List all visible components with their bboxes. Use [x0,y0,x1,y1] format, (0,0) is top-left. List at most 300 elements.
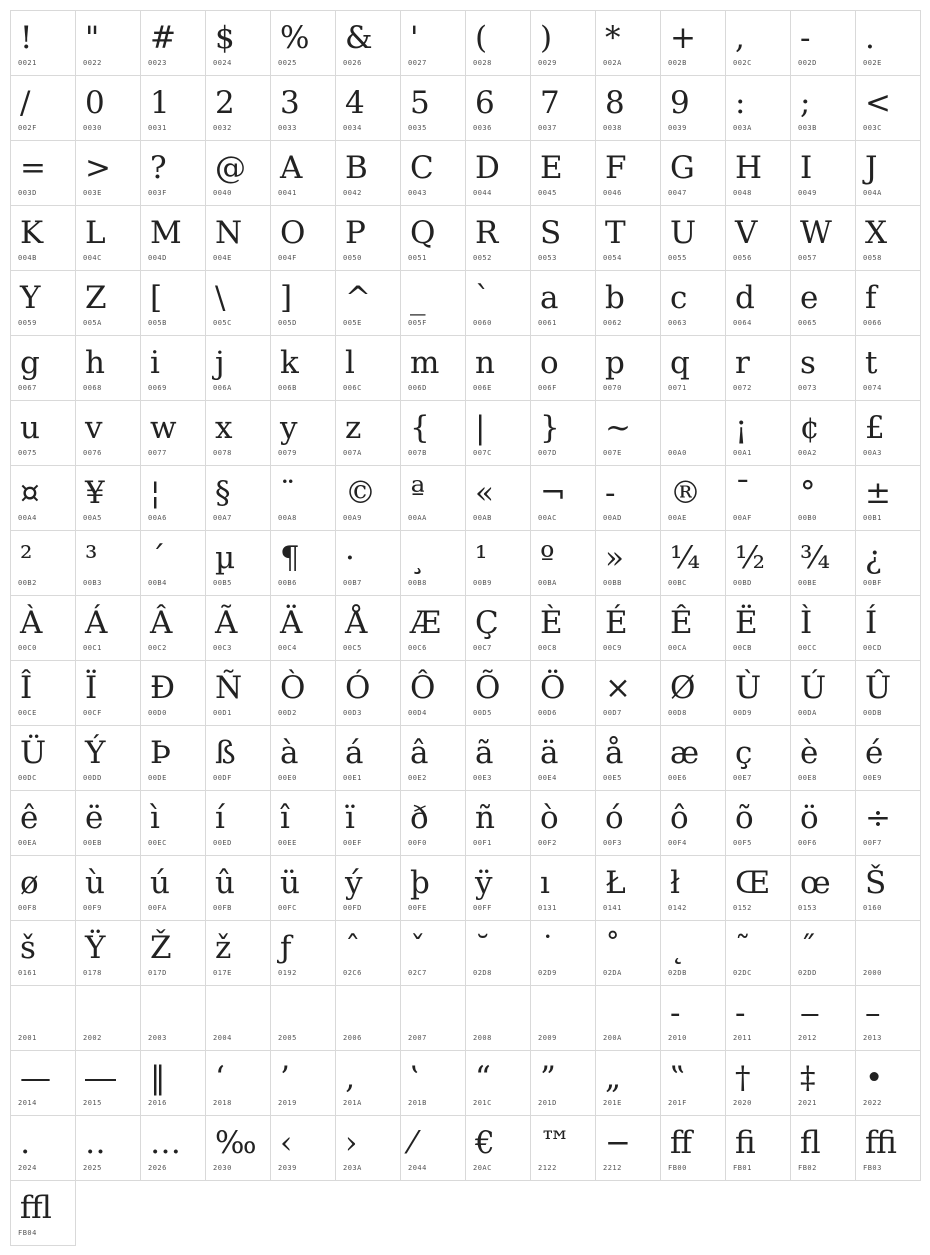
glyph-codepoint: 00E8 [798,774,817,782]
glyph-cell [335,75,401,141]
glyph-character: î [280,800,290,836]
glyph-codepoint: 0039 [668,124,687,132]
glyph-codepoint: 00F6 [798,839,817,847]
glyph-codepoint: 0047 [668,189,687,197]
glyph-character: ! [20,20,33,56]
glyph-character: H [735,150,763,186]
glyph-cell [530,1050,596,1116]
glyph-character: â [410,735,429,771]
glyph-codepoint: 00D2 [278,709,297,717]
glyph-cell [465,985,531,1051]
glyph-character: š [20,930,36,966]
glyph-cell [595,75,661,141]
glyph-codepoint: 00CB [733,644,752,652]
glyph-codepoint: 007B [408,449,427,457]
glyph-cell [75,985,141,1051]
glyph-cell [595,855,661,921]
glyph-codepoint: 0065 [798,319,817,327]
glyph-codepoint: 002A [603,59,622,67]
glyph-cell [725,595,791,661]
glyph-codepoint: 00D6 [538,709,557,717]
glyph-cell [465,855,531,921]
glyph-codepoint: 00FA [148,904,167,912]
glyph-codepoint: 0021 [18,59,37,67]
glyph-cell [270,725,336,791]
glyph-codepoint: 00B3 [83,579,102,587]
glyph-codepoint: 00CA [668,644,687,652]
glyph-codepoint: 004F [278,254,297,262]
glyph-cell [270,985,336,1051]
glyph-character: I [800,150,813,186]
glyph-character: # [150,20,176,56]
glyph-character: ’ [280,1060,290,1096]
glyph-codepoint: 2020 [733,1099,752,1107]
glyph-cell [595,985,661,1051]
glyph-character: y [280,410,298,446]
glyph-cell [725,1115,791,1181]
glyph-codepoint: 00AC [538,514,557,522]
glyph-cell [855,595,921,661]
glyph-codepoint: 201A [343,1099,362,1107]
glyph-codepoint: 006B [278,384,297,392]
glyph-cell [270,790,336,856]
glyph-codepoint: 0029 [538,59,557,67]
glyph-cell [790,75,856,141]
glyph-cell [660,660,726,726]
glyph-cell [10,10,76,76]
glyph-cell [10,530,76,596]
glyph-codepoint: 00E9 [863,774,882,782]
glyph-codepoint: 00C8 [538,644,557,652]
glyph-character: 0 [85,85,105,121]
glyph-codepoint: 003E [83,189,102,197]
glyph-cell [725,855,791,921]
glyph-cell [465,530,531,596]
glyph-cell [465,790,531,856]
glyph-character: ¿ [865,540,882,576]
glyph-character: R [475,215,499,251]
glyph-cell [75,595,141,661]
glyph-cell [855,75,921,141]
glyph-cell [270,140,336,206]
glyph-cell [465,660,531,726]
glyph-codepoint: 0072 [733,384,752,392]
glyph-character: ¼ [670,540,701,576]
glyph-character: g [20,345,40,381]
glyph-character: £ [865,410,885,446]
glyph-cell [790,920,856,986]
glyph-codepoint: 02C7 [408,969,427,977]
glyph-cell [205,920,271,986]
glyph-character: Ù [735,670,762,706]
glyph-codepoint: 00A5 [83,514,102,522]
glyph-codepoint: 0142 [668,904,687,912]
glyph-cell [10,205,76,271]
glyph-character: È [540,605,563,641]
glyph-character: ^ [345,280,371,316]
glyph-codepoint: 00FF [473,904,492,912]
glyph-codepoint: 00C2 [148,644,167,652]
glyph-cell [595,10,661,76]
glyph-cell [205,595,271,661]
glyph-cell [335,1115,401,1181]
glyph-character: ¯ [735,475,751,511]
glyph-cell [140,790,206,856]
glyph-cell [530,920,596,986]
glyph-character: ô [670,800,689,836]
glyph-character: Æ [410,605,442,641]
glyph-cell [400,10,466,76]
glyph-character: T [605,215,626,251]
glyph-cell [140,920,206,986]
glyph-cell [790,855,856,921]
glyph-character: L [85,215,106,251]
glyph-character: Â [150,605,173,641]
glyph-cell [660,790,726,856]
glyph-cell [75,1115,141,1181]
glyph-cell [530,205,596,271]
glyph-character: õ [735,800,754,836]
glyph-cell [465,140,531,206]
glyph-character: x [215,410,233,446]
glyph-character: Š [865,865,887,901]
glyph-character: k [280,345,299,381]
glyph-codepoint: 2001 [18,1034,37,1042]
glyph-cell [335,205,401,271]
glyph-cell [400,660,466,726]
glyph-codepoint: 00FE [408,904,427,912]
glyph-character: † [735,1060,751,1096]
glyph-cell [140,335,206,401]
glyph-cell [75,140,141,206]
glyph-character: ¶ [280,540,300,576]
glyph-codepoint: 0046 [603,189,622,197]
glyph-character: × [605,670,631,706]
glyph-character: v [85,410,103,446]
glyph-cell [140,1115,206,1181]
glyph-codepoint: 00ED [213,839,232,847]
glyph-character: ú [150,865,170,901]
glyph-codepoint: 00F3 [603,839,622,847]
glyph-character: p [605,345,625,381]
glyph-character: ” [540,1060,556,1096]
glyph-codepoint: 0033 [278,124,297,132]
glyph-codepoint: 2007 [408,1034,427,1042]
glyph-codepoint: 003C [863,124,882,132]
glyph-cell [75,855,141,921]
glyph-codepoint: 002C [733,59,752,67]
glyph-cell [140,400,206,466]
glyph-cell [465,465,531,531]
glyph-cell [335,985,401,1051]
glyph-codepoint: 003B [798,124,817,132]
glyph-codepoint: 00A9 [343,514,362,522]
glyph-codepoint: 200A [603,1034,622,1042]
glyph-character: S [540,215,562,251]
glyph-character: ø [20,865,39,901]
glyph-codepoint: 006C [343,384,362,392]
glyph-cell [530,725,596,791]
glyph-character: É [605,605,628,641]
glyph-codepoint: 00F0 [408,839,427,847]
glyph-cell [205,400,271,466]
glyph-cell [205,270,271,336]
glyph-character: › [345,1125,358,1161]
glyph-codepoint: 00AA [408,514,427,522]
glyph-codepoint: 0036 [473,124,492,132]
glyph-character: m [410,345,440,381]
glyph-codepoint: 201B [408,1099,427,1107]
glyph-codepoint: 00E3 [473,774,492,782]
glyph-character: D [475,150,500,186]
glyph-codepoint: 2030 [213,1164,232,1172]
glyph-cell [10,400,76,466]
glyph-character: æ [670,735,700,771]
glyph-cell [530,465,596,531]
glyph-character: A [280,150,303,186]
glyph-character: : [735,85,746,121]
glyph-cell [270,335,336,401]
glyph-cell [855,270,921,336]
glyph-codepoint: 00DA [798,709,817,717]
glyph-character: 9 [670,85,690,121]
glyph-codepoint: FB04 [18,1229,37,1237]
glyph-codepoint: 005C [213,319,232,327]
glyph-cell [75,10,141,76]
glyph-codepoint: 00D8 [668,709,687,717]
glyph-codepoint: 2022 [863,1099,882,1107]
glyph-character: Ô [410,670,436,706]
glyph-codepoint: 0032 [213,124,232,132]
glyph-codepoint: 0038 [603,124,622,132]
glyph-codepoint: 2212 [603,1164,622,1172]
glyph-codepoint: 00EB [83,839,102,847]
glyph-cell [855,660,921,726]
glyph-cell [10,595,76,661]
glyph-codepoint: 00A8 [278,514,297,522]
glyph-codepoint: 2002 [83,1034,102,1042]
glyph-codepoint: 0055 [668,254,687,262]
glyph-character [410,994,420,1032]
glyph-cell [790,10,856,76]
glyph-character: ‥ [85,1125,106,1161]
glyph-character: ê [20,800,39,836]
glyph-character: ‚ [345,1060,355,1096]
glyph-codepoint: 02DC [733,969,752,977]
glyph-cell [270,270,336,336]
glyph-codepoint: 00DD [83,774,102,782]
glyph-codepoint: 00BA [538,579,557,587]
glyph-codepoint: 201C [473,1099,492,1107]
glyph-character: 5 [410,85,430,121]
glyph-cell [75,335,141,401]
glyph-cell [725,790,791,856]
glyph-character: ˙ [540,930,556,966]
glyph-codepoint: 00CD [863,644,882,652]
glyph-codepoint: 0059 [18,319,37,327]
glyph-cell [790,270,856,336]
glyph-codepoint: 00F4 [668,839,687,847]
glyph-cell [400,595,466,661]
glyph-cell [660,270,726,336]
glyph-codepoint: 0068 [83,384,102,392]
glyph-codepoint: 02DD [798,969,817,977]
glyph-cell [595,205,661,271]
glyph-codepoint: 0064 [733,319,752,327]
glyph-codepoint: 0160 [863,904,882,912]
glyph-character: ł [670,865,681,901]
glyph-cell [205,205,271,271]
glyph-codepoint: 0044 [473,189,492,197]
glyph-cell [140,75,206,141]
glyph-codepoint: 2010 [668,1034,687,1042]
glyph-codepoint: 0062 [603,319,622,327]
glyph-cell [140,725,206,791]
glyph-character: ˜ [735,930,751,966]
glyph-codepoint: 00F2 [538,839,557,847]
glyph-cell [335,530,401,596]
glyph-cell [140,10,206,76]
glyph-cell [400,140,466,206]
glyph-cell [205,1115,271,1181]
glyph-character [150,994,160,1032]
glyph-cell [140,205,206,271]
glyph-codepoint: 0078 [213,449,232,457]
glyph-character: } [540,410,560,446]
glyph-character: Œ [735,865,771,901]
glyph-character: ‘ [215,1060,225,1096]
glyph-codepoint: 00DE [148,774,167,782]
glyph-character: F [605,150,627,186]
glyph-character: [ [150,280,163,316]
glyph-codepoint: 00A6 [148,514,167,522]
glyph-codepoint: 0035 [408,124,427,132]
glyph-character: ï [345,800,355,836]
glyph-character: @ [215,150,246,186]
glyph-cell [75,1050,141,1116]
glyph-cell [400,335,466,401]
glyph-character: ¨ [280,475,296,511]
glyph-cell [595,725,661,791]
glyph-cell [140,530,206,596]
glyph-cell [140,140,206,206]
glyph-cell [660,75,726,141]
glyph-cell [660,530,726,596]
glyph-character: n [475,345,495,381]
glyph-character: ¥ [85,475,105,511]
glyph-codepoint: 02D9 [538,969,557,977]
glyph-codepoint: 2015 [83,1099,102,1107]
glyph-codepoint: 201E [603,1099,622,1107]
glyph-codepoint: 201F [668,1099,687,1107]
glyph-character: ‖ [150,1060,166,1096]
glyph-character: ã [475,735,494,771]
glyph-codepoint: 005B [148,319,167,327]
glyph-codepoint: 0161 [18,969,37,977]
glyph-codepoint: 00B7 [343,579,362,587]
glyph-codepoint: 0057 [798,254,817,262]
glyph-cell [725,205,791,271]
glyph-codepoint: 00EA [18,839,37,847]
glyph-character: / [20,85,31,121]
glyph-codepoint: 005F [408,319,427,327]
glyph-character: a [540,280,559,316]
glyph-cell [530,985,596,1051]
glyph-cell [855,465,921,531]
glyph-cell [790,595,856,661]
glyph-codepoint: 007C [473,449,492,457]
glyph-codepoint: 0043 [408,189,427,197]
glyph-codepoint: 006D [408,384,427,392]
glyph-cell [855,790,921,856]
glyph-character: ý [345,865,363,901]
glyph-codepoint: 2039 [278,1164,297,1172]
glyph-character: J [865,150,878,186]
glyph-character: À [20,605,43,641]
glyph-codepoint: 0063 [668,319,687,327]
glyph-cell [660,205,726,271]
glyph-cell [465,205,531,271]
glyph-codepoint: 00A1 [733,449,752,457]
glyph-codepoint: 00B4 [148,579,167,587]
glyph-codepoint: 00A0 [668,449,687,457]
glyph-character: ‛ [410,1060,420,1096]
glyph-character: - [800,20,811,56]
glyph-character: M [150,215,182,251]
glyph-character: Ï [85,670,98,706]
glyph-codepoint: 00C7 [473,644,492,652]
glyph-codepoint: 00BD [733,579,752,587]
glyph-character: µ [215,540,236,576]
glyph-cell [790,465,856,531]
glyph-codepoint: 0028 [473,59,492,67]
glyph-character: ñ [475,800,495,836]
glyph-codepoint: 0049 [798,189,817,197]
glyph-character: Ë [735,605,758,641]
glyph-character: ½ [735,540,766,576]
glyph-codepoint: 00C6 [408,644,427,652]
glyph-character: þ [410,865,430,901]
glyph-codepoint: 007D [538,449,557,457]
glyph-codepoint: 002F [18,124,37,132]
glyph-character: ¹ [475,540,488,576]
glyph-character: r [735,345,750,381]
glyph-character: à [280,735,299,771]
glyph-codepoint: 007E [603,449,622,457]
glyph-codepoint: 00AB [473,514,492,522]
glyph-character: ; [800,85,811,121]
glyph-cell [140,855,206,921]
glyph-character: û [215,865,235,901]
glyph-character: ‑ [735,995,746,1031]
glyph-codepoint: FB01 [733,1164,752,1172]
glyph-cell [725,400,791,466]
glyph-cell [595,335,661,401]
glyph-character: ˘ [475,930,491,966]
glyph-character: s [800,345,816,381]
glyph-codepoint: 017D [148,969,167,977]
glyph-codepoint: 0025 [278,59,297,67]
glyph-cell [465,595,531,661]
glyph-character: Ó [345,670,371,706]
glyph-character: h [85,345,105,381]
glyph-codepoint: 2122 [538,1164,557,1172]
glyph-codepoint: 0042 [343,189,362,197]
glyph-cell [400,400,466,466]
glyph-cell [335,855,401,921]
glyph-cell [205,75,271,141]
glyph-cell [790,335,856,401]
